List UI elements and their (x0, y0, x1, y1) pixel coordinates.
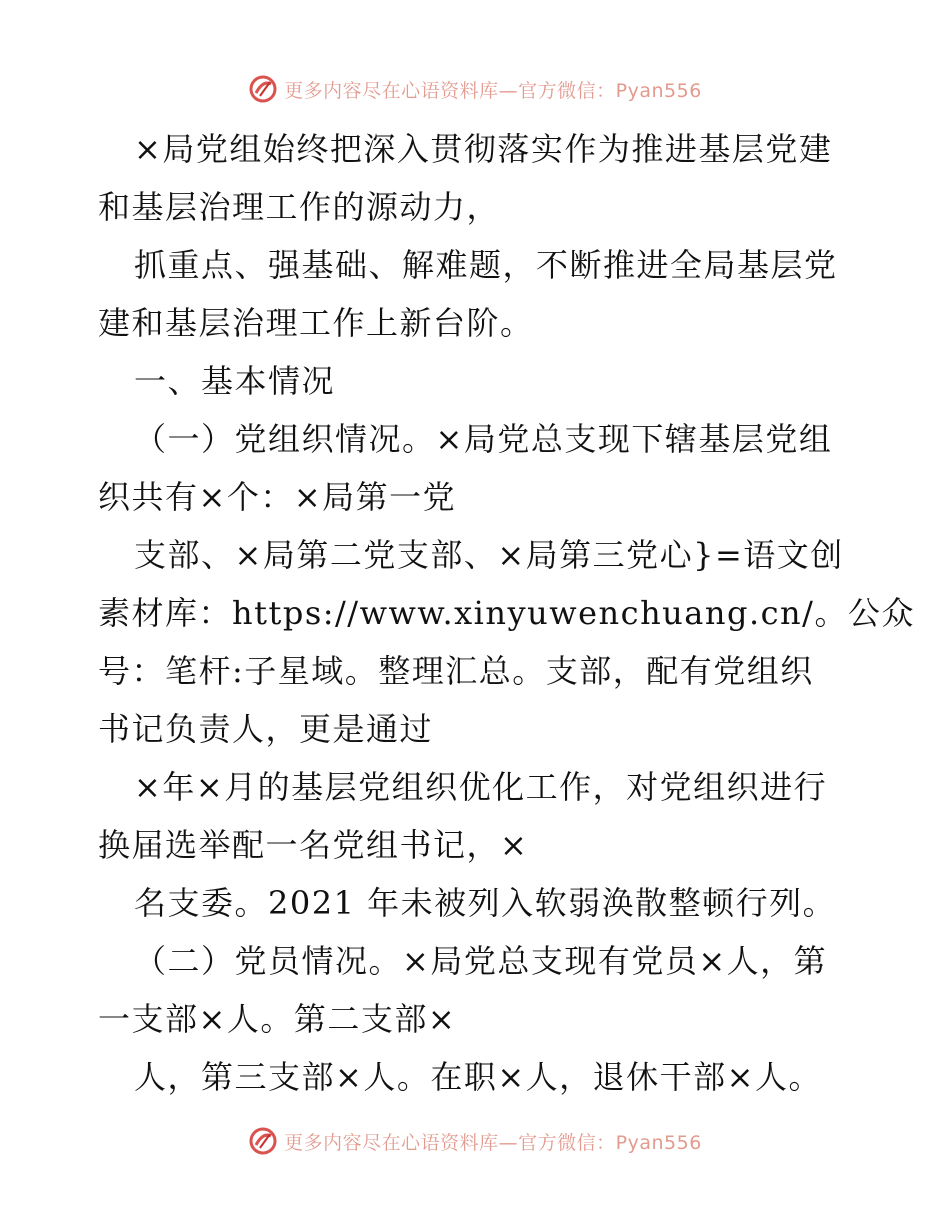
red-swirl-pen-logo-icon (248, 1126, 278, 1156)
paragraph-line: ×局党组始终把深入贯彻落实作为推进基层党建 (134, 130, 833, 168)
paragraph-line: 名支委。2021 年未被列入软弱涣散整顿行列。 (134, 884, 837, 922)
paragraph-line: 抓重点、强基础、解难题，不断推进全局基层党 (134, 246, 838, 284)
paragraph-line: 和基层治理工作的源动力， (98, 188, 501, 226)
paragraph-line: 建和基层治理工作上新台阶。 (98, 304, 534, 342)
paragraph-line: 换届选举配一名党组书记，× (98, 826, 529, 864)
document-body (98, 120, 915, 1106)
paragraph-line: （二）党员情况。×局党总支现有党员×人，第 (134, 942, 828, 980)
red-swirl-pen-logo-icon (248, 74, 278, 104)
paragraph-line: ×年×月的基层党组织优化工作，对党组织进行 (134, 768, 828, 806)
watermark-text: 更多内容尽在心语资料库—官方微信：Pyan556 (284, 1131, 702, 1154)
paragraph-line: 素材库：https://www.xinyuwenchuang.cn/。公众 (98, 594, 915, 632)
paragraph-line: 支部、×局第二党支部、×局第三党心}=语文创 (134, 536, 844, 574)
header-watermark (0, 72, 950, 106)
paragraph-line: 书记负责人，更是通过 (98, 710, 434, 748)
paragraph-line: （一）党组织情况。×局党总支现下辖基层党组 (134, 420, 833, 458)
paragraph-line: 一支部×人。第二支部× (98, 1000, 457, 1038)
paragraph-line: 号：笔杆:子星域。整理汇总。支部，配有党组织 (98, 652, 814, 690)
paragraph-line: 织共有×个：×局第一党 (98, 478, 457, 516)
watermark-text: 更多内容尽在心语资料库—官方微信：Pyan556 (284, 79, 702, 102)
footer-watermark (0, 1124, 950, 1158)
paragraph-line: 人，第三支部×人。在职×人，退休干部×人。 (134, 1058, 822, 1096)
section-heading: 一、基本情况 (134, 362, 336, 400)
